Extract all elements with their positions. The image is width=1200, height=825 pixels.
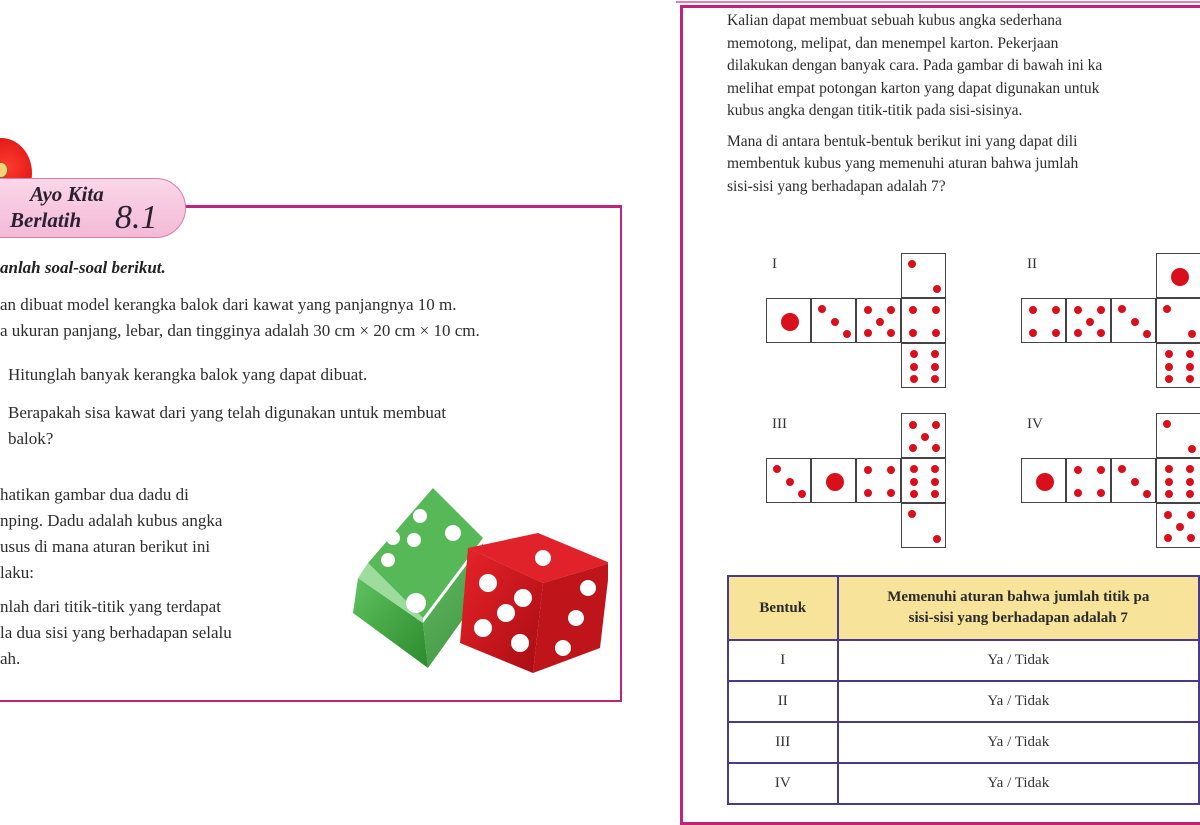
cell-answer[interactable]: Ya / Tidak xyxy=(838,640,1199,681)
pip-icon xyxy=(1165,375,1173,383)
cell-bentuk: I xyxy=(728,640,838,681)
die-face-1 xyxy=(766,298,811,343)
pip-icon xyxy=(1074,329,1082,337)
die-face-6 xyxy=(901,458,946,503)
pip-icon xyxy=(909,444,917,452)
sub-question-b xyxy=(8,400,446,452)
pip-icon xyxy=(1188,330,1196,338)
pip-icon xyxy=(864,466,872,474)
die-face-3 xyxy=(811,298,856,343)
pip-icon xyxy=(818,305,826,313)
question-intro-line: a ukuran panjang, lebar, dan tingginya adalah 30 cm × 20 cm × 10 cm. xyxy=(0,321,480,340)
pip-icon xyxy=(931,375,939,383)
pip-icon xyxy=(1086,318,1094,326)
table-row xyxy=(728,763,1199,804)
pip-icon xyxy=(1097,329,1105,337)
exercise-box-top-rule xyxy=(186,205,622,208)
pip-icon xyxy=(1163,305,1171,313)
pip-icon xyxy=(887,489,895,497)
pip-icon xyxy=(1165,350,1173,358)
cell-answer[interactable]: Ya / Tidak xyxy=(838,681,1199,722)
cell-bentuk: II xyxy=(728,681,838,722)
dice-illustration-icon xyxy=(348,478,608,678)
pip-icon xyxy=(786,478,794,486)
die-face-3 xyxy=(1111,298,1156,343)
sub-question-b-line: balok? xyxy=(8,429,54,448)
pip-icon xyxy=(932,329,940,337)
die-face-4 xyxy=(856,458,901,503)
table-row xyxy=(728,640,1199,681)
pip-icon xyxy=(1171,268,1189,286)
pip-icon xyxy=(1165,363,1173,371)
instruction-text: anlah soal-soal berikut. xyxy=(0,258,166,277)
pip-icon xyxy=(1165,465,1173,473)
pip-icon xyxy=(1186,490,1194,498)
exercise-number: 8.1 xyxy=(115,199,158,236)
pip-icon xyxy=(921,433,929,441)
die-face-3 xyxy=(766,458,811,503)
pip-icon xyxy=(909,329,917,337)
pip-icon xyxy=(864,306,872,314)
pip-icon xyxy=(1131,478,1139,486)
pip-icon xyxy=(931,490,939,498)
sub-question-a: Hitunglah banyak kerangka balok yang dapat dibuat. xyxy=(8,365,368,384)
die-face-1 xyxy=(811,458,856,503)
die-face-5 xyxy=(1066,298,1111,343)
cell-bentuk: IV xyxy=(728,763,838,804)
pip-icon xyxy=(1186,350,1194,358)
net-label: III xyxy=(772,416,787,432)
pip-icon xyxy=(1074,306,1082,314)
sub-question-b-line: Berapakah sisa kawat dari yang telah digunakan untuk membuat xyxy=(8,403,447,422)
pip-icon xyxy=(1097,466,1105,474)
pip-icon xyxy=(931,350,939,358)
pip-icon xyxy=(908,260,916,268)
pip-icon xyxy=(933,285,941,293)
dice-description xyxy=(0,482,326,680)
header-rule: Memenuhi aturan bahwa jumlah titik pa sisi-sisi yang berhadapan adalah 7 xyxy=(838,576,1199,640)
die-face-4 xyxy=(1021,298,1066,343)
header-bentuk: Bentuk xyxy=(728,576,838,640)
pip-icon xyxy=(1118,465,1126,473)
dice-paragraph: hatikan gambar dua dadu di nping. Dadu adalah kubus angka usus di mana aturan berikut ini laku: xyxy=(0,485,223,582)
pip-icon xyxy=(1187,534,1195,542)
pip-icon xyxy=(910,375,918,383)
die-face-6 xyxy=(1156,458,1200,503)
question-intro-line: an dibuat model kerangka balok dari kawat yang panjangnya 10 m. xyxy=(0,295,457,314)
die-face-2 xyxy=(901,253,946,298)
pip-icon xyxy=(1029,329,1037,337)
pip-icon xyxy=(887,329,895,337)
pip-icon xyxy=(781,313,799,331)
pip-icon xyxy=(1186,465,1194,473)
pip-icon xyxy=(1097,306,1105,314)
cell-answer[interactable]: Ya / Tidak xyxy=(838,722,1199,763)
pip-icon xyxy=(887,466,895,474)
die-face-2 xyxy=(1156,298,1200,343)
pip-icon xyxy=(910,350,918,358)
die-face-5 xyxy=(901,413,946,458)
pip-icon xyxy=(831,318,839,326)
die-face-2 xyxy=(901,503,946,548)
answer-table xyxy=(727,575,1200,805)
pip-icon xyxy=(1036,473,1054,491)
pip-icon xyxy=(932,444,940,452)
die-face-2 xyxy=(1156,413,1200,458)
pip-icon xyxy=(1074,489,1082,497)
pip-icon xyxy=(1029,306,1037,314)
pip-icon xyxy=(1052,329,1060,337)
pip-icon xyxy=(1187,511,1195,519)
pip-icon xyxy=(826,473,844,491)
die-face-4 xyxy=(901,298,946,343)
die-face-6 xyxy=(901,343,946,388)
pip-icon xyxy=(909,306,917,314)
pip-icon xyxy=(910,478,918,486)
pip-icon xyxy=(910,465,918,473)
pip-icon xyxy=(932,306,940,314)
pip-icon xyxy=(773,465,781,473)
pip-icon xyxy=(1143,490,1151,498)
pip-icon xyxy=(909,421,917,429)
pip-icon xyxy=(908,510,916,518)
die-face-1 xyxy=(1156,253,1200,298)
pip-icon xyxy=(1118,305,1126,313)
table-row xyxy=(728,722,1199,763)
pip-icon xyxy=(1143,330,1151,338)
net-label: II xyxy=(1027,256,1037,272)
pip-icon xyxy=(910,490,918,498)
pip-icon xyxy=(864,329,872,337)
die-face-3 xyxy=(1111,458,1156,503)
pip-icon xyxy=(1186,375,1194,383)
red-die xyxy=(460,533,608,673)
rule-paragraph: nlah dari titik-titik yang terdapat la dua sisi yang berhadapan selalu ah. xyxy=(0,597,232,668)
pip-icon xyxy=(931,478,939,486)
pip-icon xyxy=(1052,306,1060,314)
die-face-5 xyxy=(856,298,901,343)
exercise-title-line2: Berlatih xyxy=(10,208,82,232)
pip-icon xyxy=(1163,420,1171,428)
pip-icon xyxy=(933,535,941,543)
net-label: I xyxy=(772,256,777,272)
cell-answer[interactable]: Ya / Tidak xyxy=(838,763,1199,804)
pip-icon xyxy=(876,318,884,326)
pip-icon xyxy=(1165,478,1173,486)
pip-icon xyxy=(1176,523,1184,531)
table-row xyxy=(728,681,1199,722)
net-label: IV xyxy=(1027,416,1043,432)
pip-icon xyxy=(1186,363,1194,371)
pip-icon xyxy=(864,489,872,497)
activity-text xyxy=(727,10,1200,206)
pip-icon xyxy=(1097,489,1105,497)
paragraph-intro: Kalian dapat membuat sebuah kubus angka sederhana memotong, melipat, dan menempel karton. Pekerjaan dilakukan dengan banyak cara. Pada gambar di bawah ini ka melihat empat potongan karton yang dapat digunakan untuk kubus angka dengan titik-titik pada sisi-sisinya. xyxy=(727,12,1103,119)
pip-icon xyxy=(931,465,939,473)
pip-icon xyxy=(910,363,918,371)
cell-bentuk: III xyxy=(728,722,838,763)
pip-icon xyxy=(887,306,895,314)
pip-icon xyxy=(798,490,806,498)
pip-icon xyxy=(1186,478,1194,486)
pip-icon xyxy=(931,363,939,371)
pip-icon xyxy=(843,330,851,338)
pip-icon xyxy=(1164,534,1172,542)
pip-icon xyxy=(1188,445,1196,453)
question-intro xyxy=(0,292,480,344)
die-face-5 xyxy=(1156,503,1200,548)
pip-icon xyxy=(1074,466,1082,474)
exercise-title-line1: Ayo Kita xyxy=(30,182,104,206)
paragraph-question: Mana di antara bentuk-bentuk berikut ini yang dapat dili membentuk kubus yang memenuhi aturan bahwa jumlah sisi-sisi yang berhadapan adalah 7? xyxy=(727,132,1079,195)
table-header-row xyxy=(728,576,1199,640)
pip-icon xyxy=(932,421,940,429)
die-face-4 xyxy=(1066,458,1111,503)
die-face-6 xyxy=(1156,343,1200,388)
die-face-1 xyxy=(1021,458,1066,503)
pip-icon xyxy=(1164,511,1172,519)
pip-icon xyxy=(1165,490,1173,498)
pip-icon xyxy=(1131,318,1139,326)
